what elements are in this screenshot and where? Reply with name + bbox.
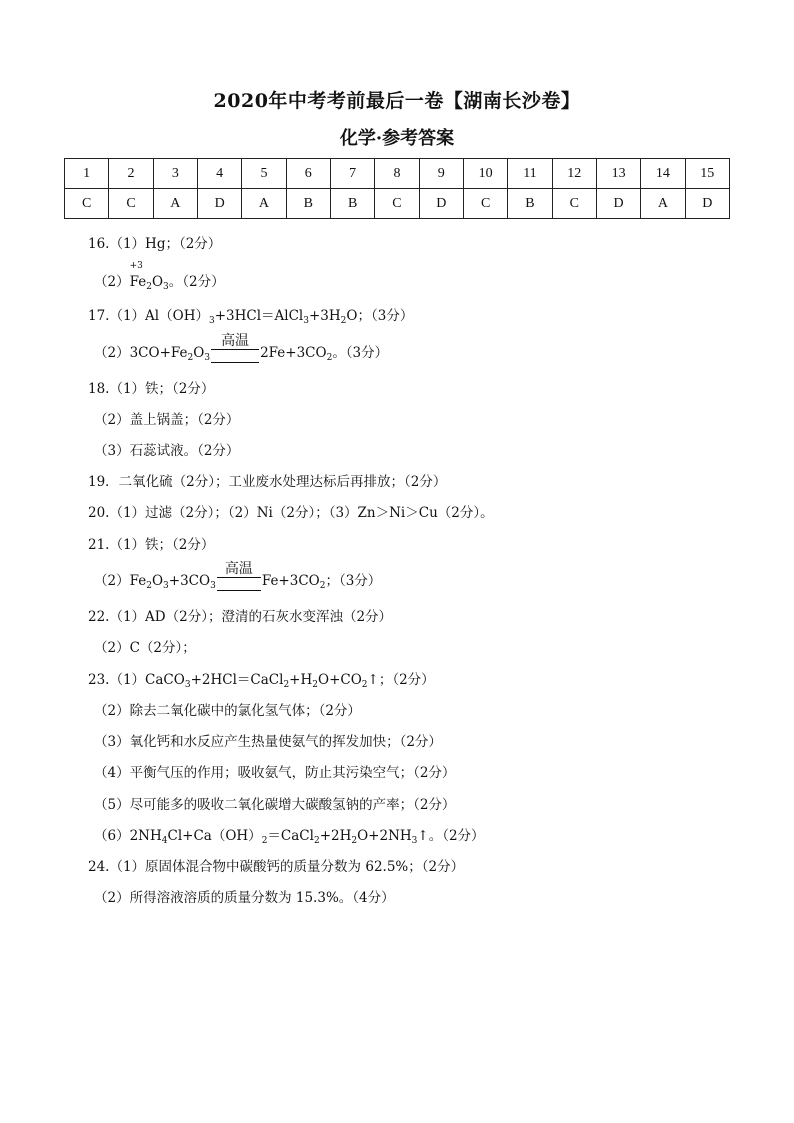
q23-eq-sub-b: 2 bbox=[283, 680, 290, 690]
question-number-cell: 10 bbox=[463, 159, 507, 189]
q23-line-4: （4）平衡气压的作用；吸收氨气，防止其污染空气；（2分） bbox=[94, 765, 456, 781]
q23-eq6-sub-a: 4 bbox=[161, 836, 168, 846]
q23-line-6 bbox=[94, 824, 485, 846]
q17-text-c: +3H bbox=[308, 308, 341, 324]
q16-fe: Fe bbox=[129, 274, 147, 290]
q21-eq-sub-c: 3 bbox=[210, 581, 216, 591]
q23-eq6-sub-d: 2 bbox=[351, 836, 358, 846]
q16-o: O bbox=[151, 274, 164, 290]
answer-cell: B bbox=[286, 189, 330, 219]
page-title: 2020年中考考前最后一卷【湖南长沙卷】 bbox=[213, 90, 581, 112]
question-number-cell: 9 bbox=[419, 159, 463, 189]
q23-line-5: （5）尽可能多的吸收二氧化碳增大碳酸氢钠的产率；（2分） bbox=[94, 797, 456, 813]
answer-cell: C bbox=[109, 189, 153, 219]
q17-text-b: +3HCl＝AlCl bbox=[214, 308, 304, 324]
q17-line-2 bbox=[94, 332, 389, 363]
q23-eq-d: O+CO bbox=[318, 672, 362, 688]
q17-sub-c: 2 bbox=[340, 316, 347, 326]
answer-cell: B bbox=[330, 189, 374, 219]
answer-cell: A bbox=[153, 189, 197, 219]
answer-cell: C bbox=[463, 189, 507, 219]
q16-oxidation-state: +3 bbox=[129, 261, 143, 271]
question-number-cell: 2 bbox=[109, 159, 153, 189]
page-subtitle: 化学·参考答案 bbox=[339, 128, 455, 149]
q23-eq6-c: ＝CaCl bbox=[267, 828, 314, 844]
q17-eq-c: 2Fe+3CO bbox=[260, 345, 327, 361]
question-number-cell: 12 bbox=[552, 159, 596, 189]
q21-eq-b: O bbox=[151, 573, 164, 589]
q17-eq-d: 。（3分） bbox=[332, 345, 389, 361]
q22-line-1: 22.（1）AD（2分）；澄清的石灰水变浑浊（2分） bbox=[88, 609, 393, 625]
q17-text-d: O；（3分） bbox=[346, 308, 414, 324]
q21-line-1: 21.（1）铁；（2分） bbox=[88, 537, 215, 553]
q21-line-2 bbox=[94, 560, 382, 591]
q23-eq-a: 23.（1）CaCO bbox=[88, 672, 185, 688]
q23-eq-e: ↑；（2分） bbox=[367, 672, 435, 688]
q17-text-a: 17.（1）Al（OH） bbox=[88, 308, 209, 324]
q23-eq6-f: ↑。（2分） bbox=[417, 828, 485, 844]
answer-table bbox=[64, 158, 730, 219]
q21-eq-sub-b: 3 bbox=[163, 581, 169, 591]
question-number-cell: 11 bbox=[508, 159, 552, 189]
q23-eq6-e: O+2NH bbox=[357, 828, 412, 844]
q21-condition-label: 高温 bbox=[224, 560, 253, 577]
q23-eq6-d: +2H bbox=[319, 828, 352, 844]
q21-eq-a: （2）Fe bbox=[94, 573, 147, 589]
q21-reaction-arrow bbox=[217, 560, 261, 591]
answer-cell: A bbox=[641, 189, 685, 219]
q17-eq-sub-b: 3 bbox=[204, 353, 211, 363]
q23-eq-sub-d: 2 bbox=[361, 680, 368, 690]
q23-eq6-sub-c: 2 bbox=[313, 836, 320, 846]
q23-eq-b: +2HCl＝CaCl bbox=[190, 672, 284, 688]
q23-eq6-sub-e: 3 bbox=[411, 836, 418, 846]
q16-sub2: 3 bbox=[163, 282, 169, 292]
answer-cell: C bbox=[552, 189, 596, 219]
q20-line-1: 20.（1）过滤（2分）；（2）Ni（2分）；（3）Zn＞Ni＞Cu（2分）。 bbox=[88, 505, 494, 521]
q23-eq6-b: Cl+Ca（OH） bbox=[167, 828, 262, 844]
answer-cell: D bbox=[197, 189, 241, 219]
q21-eq-sub-d: 2 bbox=[319, 581, 326, 591]
question-number-cell: 1 bbox=[65, 159, 109, 189]
q17-sub-a: 3 bbox=[208, 316, 215, 326]
answer-cell: B bbox=[508, 189, 552, 219]
q23-eq-sub-c: 2 bbox=[312, 680, 318, 690]
q16-line-1: 16.（1）Hg；（2分） bbox=[88, 236, 222, 252]
q21-eq-e: ；（3分） bbox=[325, 573, 382, 589]
q16-line-2 bbox=[94, 261, 225, 292]
q21-eq-c: +3CO bbox=[168, 573, 211, 589]
q24-line-1: 24.（1）原固体混合物中碳酸钙的质量分数为 62.5%；（2分） bbox=[88, 859, 465, 875]
answer-cell: A bbox=[242, 189, 286, 219]
q17-eq-b: O bbox=[193, 345, 205, 361]
q21-eq-sub-a: 2 bbox=[146, 581, 152, 591]
q17-eq-sub-a: 2 bbox=[187, 353, 194, 363]
question-number-cell: 6 bbox=[286, 159, 330, 189]
q16-part-label: （2） bbox=[94, 274, 130, 290]
q18-line-3: （3）石蕊试液。（2分） bbox=[94, 443, 240, 459]
q16-oxidation-formula bbox=[129, 261, 147, 290]
q21-eq-d: Fe+3CO bbox=[261, 573, 320, 589]
answer-cell: D bbox=[419, 189, 463, 219]
answer-cell: C bbox=[375, 189, 419, 219]
question-number-cell: 15 bbox=[685, 159, 729, 189]
q23-line-2: （2）除去二氧化碳中的氯化氢气体；（2分） bbox=[94, 703, 361, 719]
q17-line-1 bbox=[88, 304, 413, 326]
answer-table-answer-row bbox=[65, 189, 730, 219]
q23-eq-c: +H bbox=[289, 672, 313, 688]
answer-table-number-row bbox=[65, 159, 730, 189]
question-number-cell: 7 bbox=[330, 159, 374, 189]
q19-line-1: 19．二氧化硫（2分）；工业废水处理达标后再排放；（2分） bbox=[88, 474, 447, 490]
q16-sub: 2 bbox=[146, 282, 152, 292]
q23-eq6-a: （6）2NH bbox=[94, 828, 162, 844]
q17-eq-a: （2）3CO+Fe bbox=[94, 345, 188, 361]
q17-eq-sub-c: 2 bbox=[326, 353, 333, 363]
q18-line-1: 18.（1）铁；（2分） bbox=[88, 381, 215, 397]
q16-score: 。（2分） bbox=[168, 274, 225, 290]
question-number-cell: 14 bbox=[641, 159, 685, 189]
answer-cell: C bbox=[65, 189, 109, 219]
q17-reaction-arrow bbox=[211, 332, 259, 363]
q17-condition-label: 高温 bbox=[221, 332, 250, 349]
question-number-cell: 13 bbox=[596, 159, 640, 189]
q24-line-2: （2）所得溶液溶质的质量分数为 15.3%。（4分） bbox=[94, 890, 395, 906]
q23-eq6-sub-b: 2 bbox=[261, 836, 268, 846]
q22-line-2: （2）C（2分）； bbox=[94, 640, 196, 656]
q17-sub-b: 3 bbox=[303, 316, 309, 326]
question-number-cell: 3 bbox=[153, 159, 197, 189]
q23-line-1 bbox=[88, 668, 435, 690]
q23-eq-sub-a: 3 bbox=[184, 680, 191, 690]
answer-cell: D bbox=[596, 189, 640, 219]
question-number-cell: 4 bbox=[197, 159, 241, 189]
question-number-cell: 8 bbox=[375, 159, 419, 189]
question-number-cell: 5 bbox=[242, 159, 286, 189]
answer-cell: D bbox=[685, 189, 729, 219]
q18-line-2: （2）盖上锅盖；（2分） bbox=[94, 412, 240, 428]
q23-line-3: （3）氧化钙和水反应产生热量使氨气的挥发加快；（2分） bbox=[94, 734, 442, 750]
